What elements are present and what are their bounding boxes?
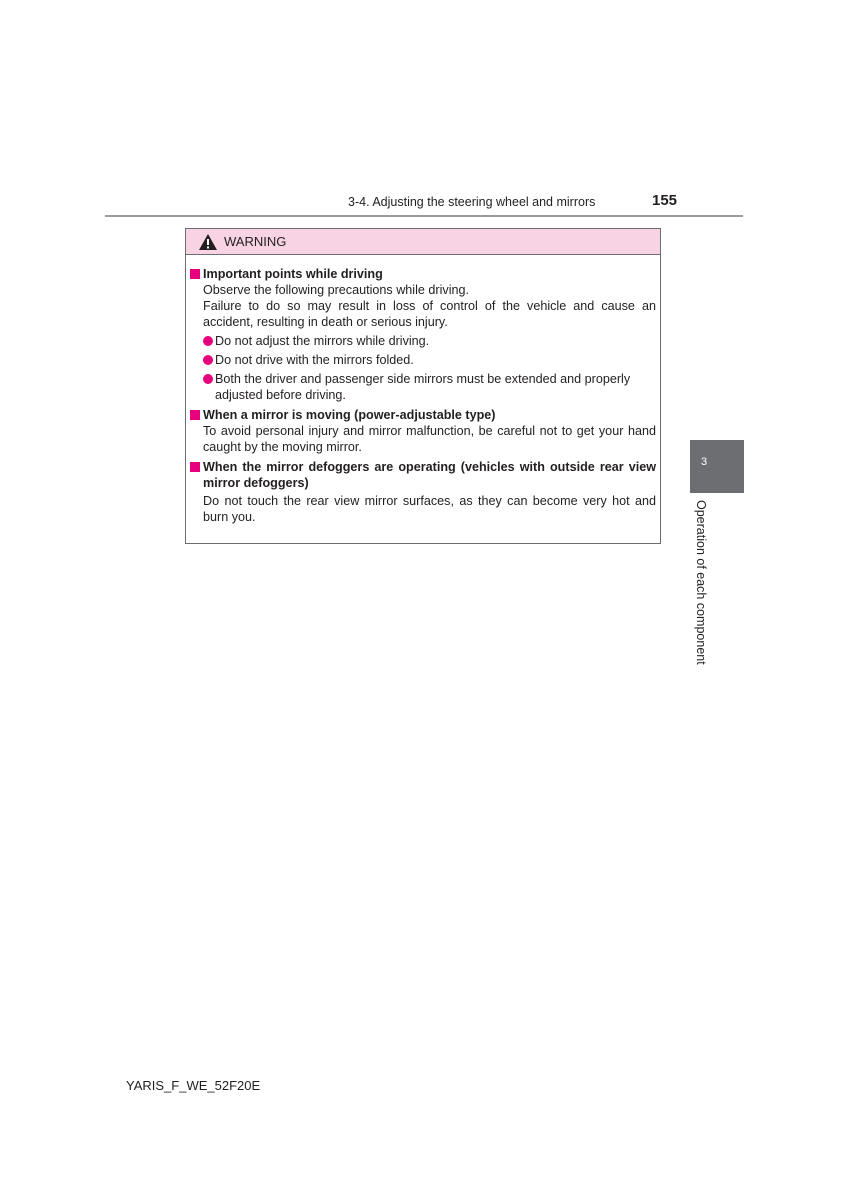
- round-bullet-icon: [203, 336, 213, 346]
- section-heading-driving: Important points while driving: [190, 266, 656, 282]
- page-number: 155: [652, 192, 678, 209]
- warning-box: [185, 228, 661, 544]
- header-divider: [105, 215, 743, 217]
- warning-body: [186, 255, 660, 525]
- paragraph: Observe the following precautions while driving.: [203, 283, 470, 297]
- section-heading-defoggers: When the mirror defoggers are operating (vehicles with outside rear view mirror defoggers): [190, 459, 656, 491]
- chapter-number: 3: [701, 456, 708, 468]
- section-heading-moving-mirror: When a mirror is moving (power-adjustable type): [190, 407, 656, 423]
- square-bullet-icon: [190, 410, 200, 420]
- warning-triangle-icon: [198, 233, 218, 251]
- paragraph: To avoid personal injury and mirror malfunction, be careful not to get your hand caught by the moving mirror.: [203, 424, 656, 454]
- paragraph: Do not touch the rear view mirror surfaces, as they can become very hot and burn you.: [203, 494, 656, 524]
- square-bullet-icon: [190, 462, 200, 472]
- list-item: Both the driver and passenger side mirrors must be extended and properly adjusted before driving.: [203, 371, 656, 403]
- paragraph: Failure to do so may result in loss of control of the vehicle and cause an accident, resulting in death or serious injury.: [203, 299, 656, 329]
- document-code: YARIS_F_WE_52F20E: [126, 1078, 261, 1093]
- round-bullet-icon: [203, 355, 213, 365]
- list-item: Do not drive with the mirrors folded.: [203, 352, 656, 368]
- square-bullet-icon: [190, 269, 200, 279]
- chapter-tab: [690, 440, 744, 493]
- warning-header: [186, 229, 660, 255]
- round-bullet-icon: [203, 374, 213, 384]
- section-title: 3-4. Adjusting the steering wheel and mirrors: [348, 195, 596, 209]
- list-item: Do not adjust the mirrors while driving.: [203, 333, 656, 349]
- chapter-title: Operation of each component: [694, 500, 708, 665]
- warning-label: WARNING: [224, 234, 287, 249]
